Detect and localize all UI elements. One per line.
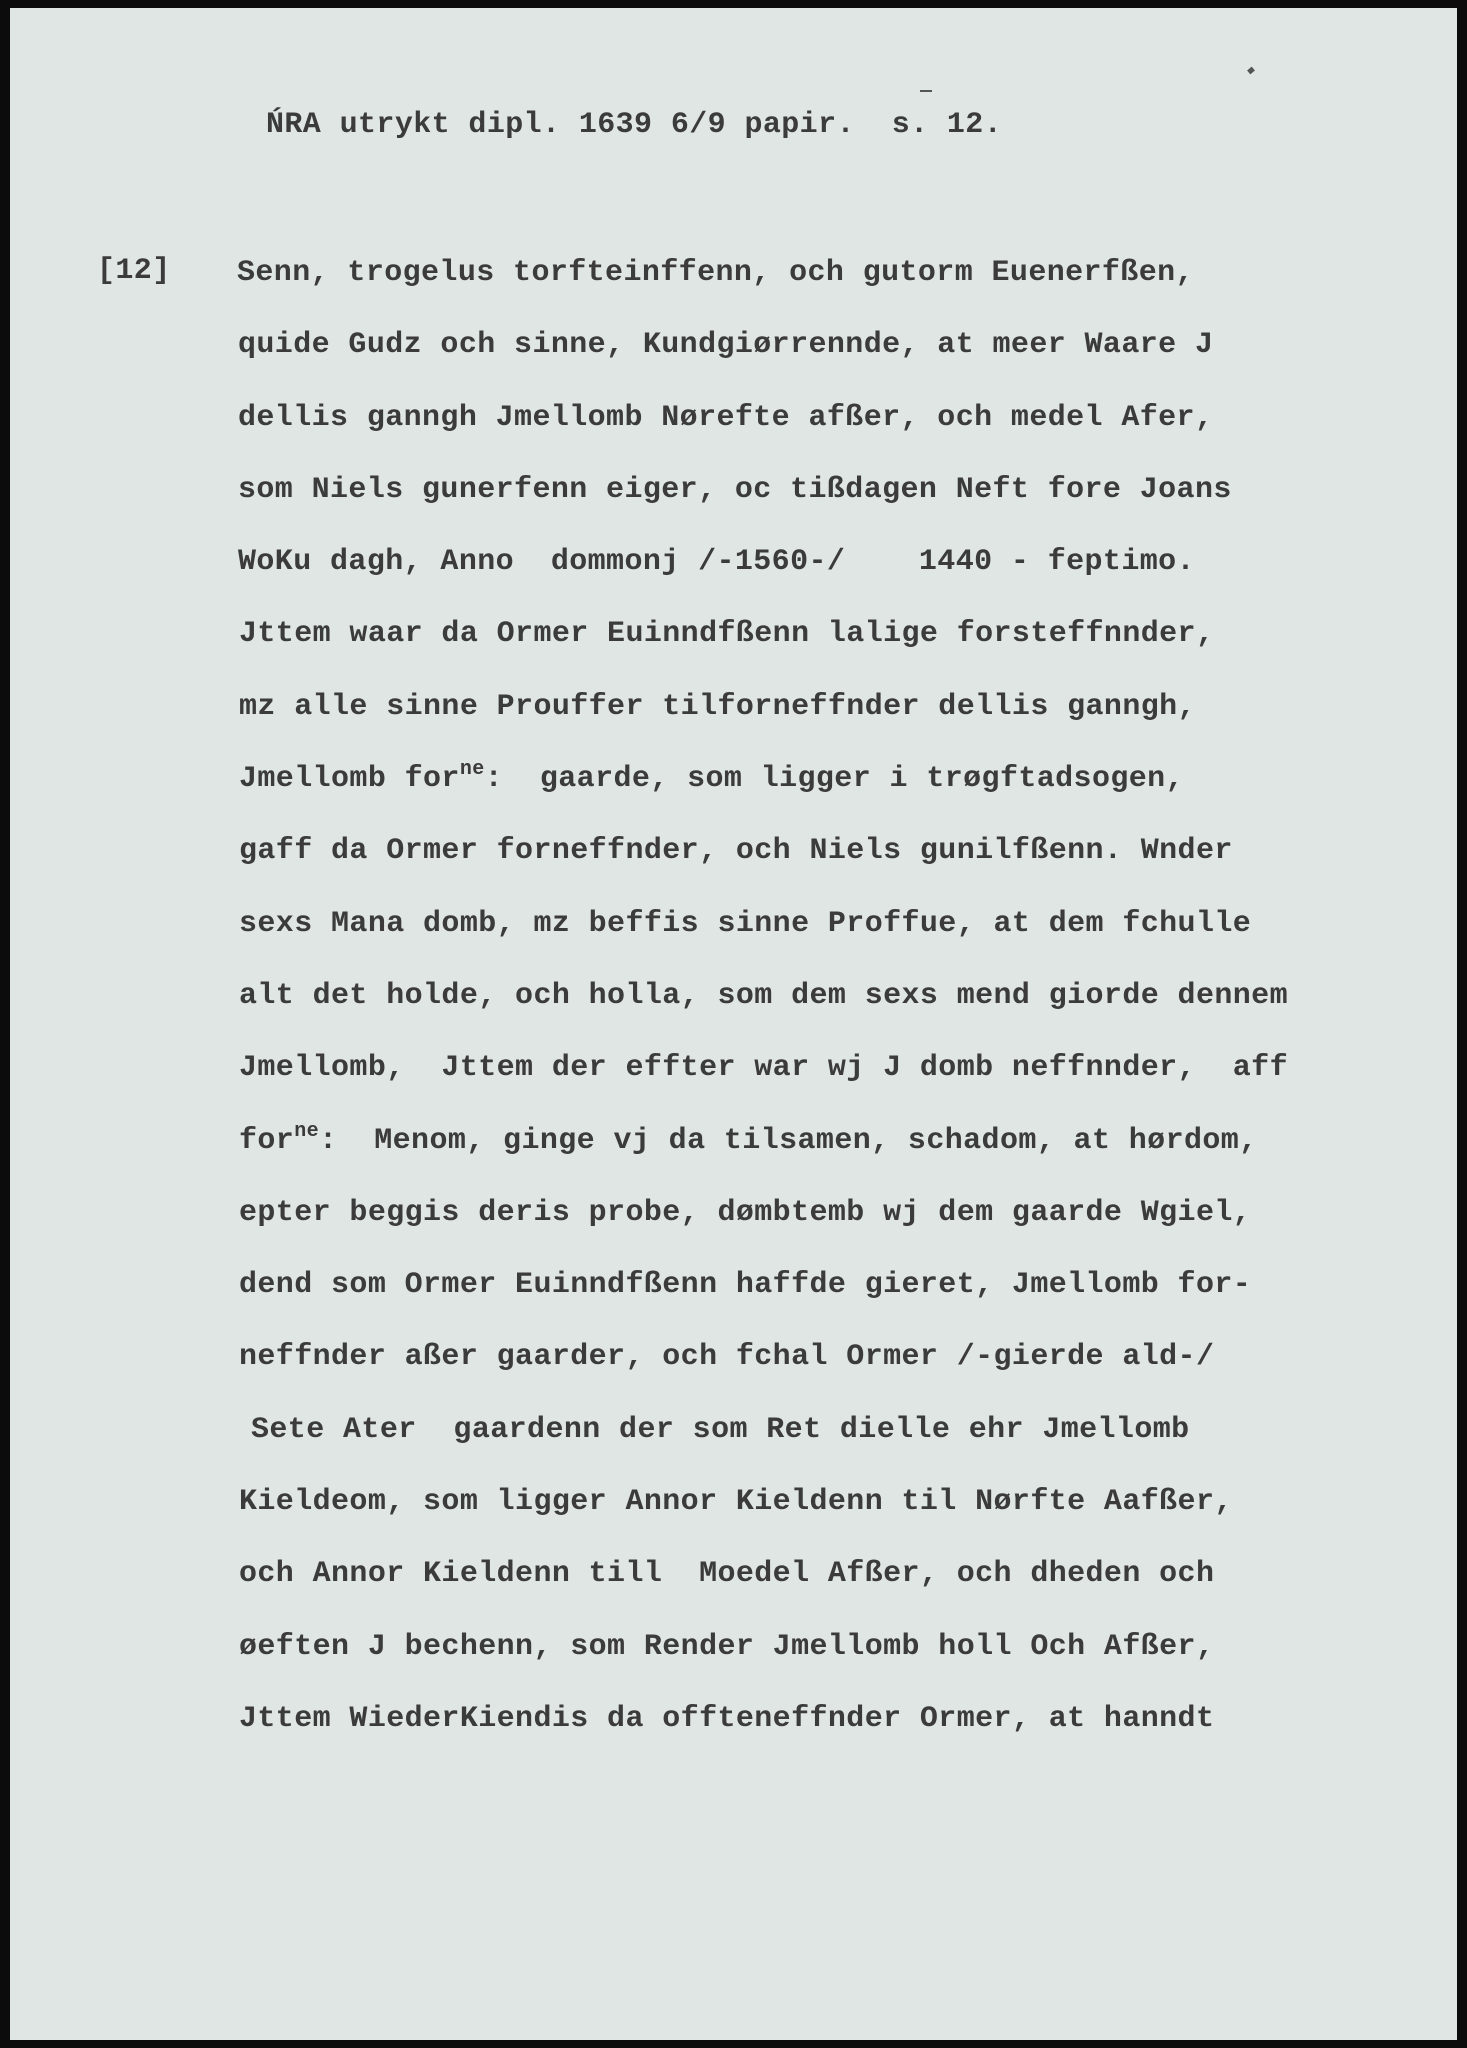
text-line: epter beggis deris probe, dømbtemb wj dem gaarde Wgiel, <box>239 1195 1252 1230</box>
text-line: Jmellomb for$^{ne}$: gaarde, som ligger i trøgftadsogen, <box>239 758 1184 797</box>
stray-pen-mark <box>1247 67 1255 75</box>
text-line: gaff da Ormer forneffnder, och Niels gunilfßenn. Wnder <box>239 834 1233 869</box>
text-line: mz alle sinne Prouffer tilforneffnder dellis ganngh, <box>239 689 1196 724</box>
text-line: som Niels gunerfenn eiger, oc tißdagen Neft fore Joans <box>238 472 1232 507</box>
text-line: WoKu dagh, Anno dommonj /-1560-/ 1440 - feptimo. <box>238 545 1195 580</box>
text-line: Senn, trogelus torfteinffenn, och gutorm Euenerfßen, <box>237 256 1194 290</box>
text-line: Sete Ater gaardenn der som Ret dielle ehr Jmellomb <box>251 1412 1190 1447</box>
superscript-abbreviation: ne <box>294 1119 320 1143</box>
archive-reference-header: ŃRA utrykt dipl. 1639 6/9 papir. s. 12. <box>266 108 1003 142</box>
text-line: och Annor Kieldenn till Moedel Afßer, och dheden och <box>239 1557 1215 1592</box>
text-line: Kieldeom, som ligger Annor Kieldenn til Nørfte Aafßer, <box>239 1485 1233 1520</box>
document-page <box>10 8 1457 2040</box>
text-line: Jttem WiederKiendis da offteneffnder Ormer, at hanndt <box>239 1701 1215 1736</box>
superscript-abbreviation: ne <box>459 758 485 782</box>
text-line: dellis ganngh Jmellomb Nørefte afßer, och medel Afer, <box>238 400 1214 435</box>
transcription-body <box>237 255 1288 1773</box>
text-line: øeften J bechenn, som Render Jmellomb holl Och Afßer, <box>239 1629 1215 1664</box>
text-line: Jmellomb, Jttem der effter war wj J domb neffnnder, aff <box>239 1051 1288 1086</box>
text-line: dend som Ormer Euinndfßenn haffde gieret, Jmellomb for- <box>239 1268 1252 1303</box>
page-marker: [12] <box>97 254 171 288</box>
text-line: neffnder aßer gaarder, och fchal Ormer /-gierde ald-/ <box>239 1340 1215 1375</box>
text-line: Jttem waar da Ormer Euinndfßenn lalige forsteffnnder, <box>239 617 1215 652</box>
text-line: sexs Mana domb, mz beffis sinne Proffue, at dem fchulle <box>239 906 1252 941</box>
text-line: for$^{ne}$: Menom, ginge vj da tilsamen, schadom, at hørdom, <box>239 1119 1258 1158</box>
text-line: alt det holde, och holla, som dem sexs mend giorde dennem <box>239 978 1288 1013</box>
text-line: quide Gudz och sinne, Kundgiørrennde, at meer Waare J <box>238 328 1214 363</box>
stray-pen-mark <box>920 90 932 92</box>
